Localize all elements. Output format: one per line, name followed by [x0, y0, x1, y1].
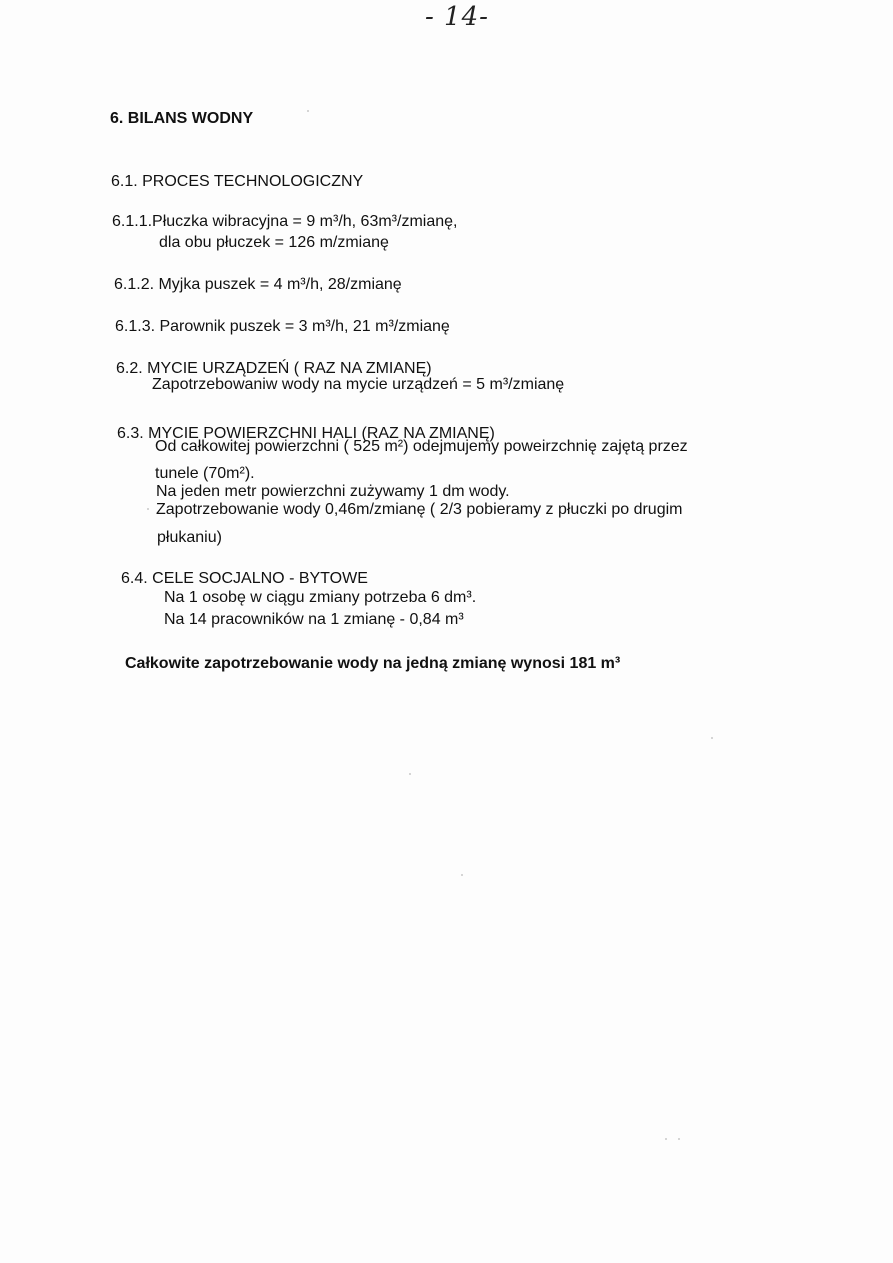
section-6-1-1-line-1: 6.1.1.Płuczka wibracyjna = 9 m³/h, 63m³/zmianę, [112, 213, 458, 230]
section-6-2-heading: 6.2. MYCIE URZĄDZEŃ ( RAZ NA ZMIANĘ) [116, 360, 432, 377]
section-6-3-line-4: Zapotrzebowanie wody 0,46m/zmianę ( 2/3 pobieramy z płuczki po drugim [156, 501, 683, 518]
section-6-3-line-1: Od całkowitej powierzchni ( 525 m²) odejmujemy poweirzchnię zajętą przez [155, 438, 688, 455]
section-6-1-3: 6.1.3. Parownik puszek = 3 m³/h, 21 m³/zmianę [115, 318, 450, 335]
scan-speck [665, 1138, 667, 1140]
section-6-1-2: 6.1.2. Myjka puszek = 4 m³/h, 28/zmianę [114, 276, 402, 293]
section-6-3-line-3: Na jeden metr powierzchni zużywamy 1 dm wody. [156, 483, 510, 500]
section-6-1-1-line-2: dla obu płuczek = 126 m/zmianę [159, 234, 389, 251]
scan-speck [678, 1138, 680, 1140]
section-6-3-heading: 6.3. MYCIE POWIERZCHNI HALI (RAZ NA ZMIANĘ) [117, 425, 495, 442]
total-water-demand: Całkowite zapotrzebowanie wody na jedną zmianę wynosi 181 m³ [125, 655, 621, 672]
scan-speck [461, 874, 463, 876]
section-6-3-line-5: płukaniu) [157, 529, 222, 546]
section-6-4-heading: 6.4. CELE SOCJALNO - BYTOWE [121, 570, 368, 587]
section-6-1-heading: 6.1. PROCES TECHNOLOGICZNY [111, 173, 364, 190]
scan-speck [147, 508, 149, 510]
page-number: - 14- [425, 2, 489, 32]
section-6-4-line-2: Na 14 pracowników na 1 zmianę - 0,84 m³ [164, 611, 464, 628]
scan-speck [409, 773, 411, 775]
section-6-4-line-1: Na 1 osobę w ciągu zmiany potrzeba 6 dm³. [164, 589, 477, 606]
document-title: 6. BILANS WODNY [110, 110, 254, 127]
section-6-2-line-1: Zapotrzebowaniw wody na mycie urządzeń = 5 m³/zmianę [152, 376, 565, 393]
scan-speck [711, 737, 713, 739]
section-6-3-line-2: tunele (70m²). [155, 465, 255, 482]
scan-speck [307, 110, 309, 112]
